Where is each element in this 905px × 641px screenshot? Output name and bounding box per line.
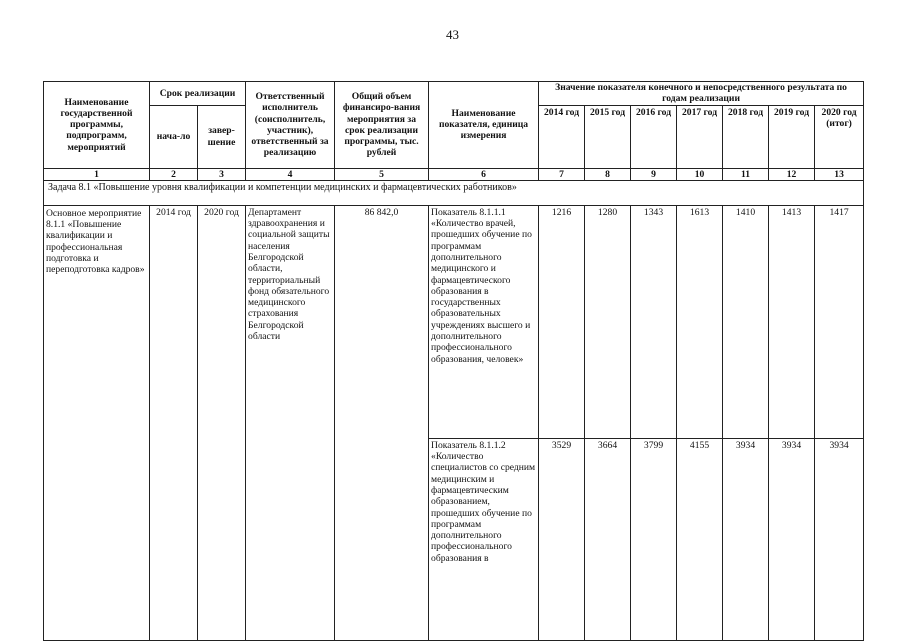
column-number: 13 <box>815 168 864 180</box>
indicator-value: 3529 <box>539 438 585 640</box>
header-year: 2020 год (итог) <box>815 105 864 168</box>
column-number: 8 <box>585 168 631 180</box>
activity-start: 2014 год <box>150 205 198 640</box>
indicator-value: 3934 <box>723 438 769 640</box>
program-table <box>43 81 864 641</box>
header-start: нача-ло <box>150 105 198 168</box>
header-year: 2014 год <box>539 105 585 168</box>
header-end: завер-шение <box>198 105 246 168</box>
indicator-value: 3934 <box>815 438 864 640</box>
column-number: 4 <box>246 168 335 180</box>
column-number: 7 <box>539 168 585 180</box>
indicator-value: 3799 <box>631 438 677 640</box>
column-number: 9 <box>631 168 677 180</box>
header-program-name: Наименование государственной программы, подпрограмм, мероприятий <box>44 82 150 169</box>
column-number: 12 <box>769 168 815 180</box>
indicator-value: 1613 <box>677 205 723 438</box>
activity-responsible: Департамент здравоохранения и социальной защиты населения Белгородской области, территориальный фонд обязательного медицинского страхования Белгородской области <box>246 205 335 640</box>
indicator-value: 4155 <box>677 438 723 640</box>
column-number: 10 <box>677 168 723 180</box>
column-number: 3 <box>198 168 246 180</box>
activity-end: 2020 год <box>198 205 246 640</box>
task-row <box>44 180 864 205</box>
header-values-group: Значение показателя конечного и непосредственного результата по годам реализации <box>539 82 864 106</box>
header-responsible: Ответственный исполнитель (соисполнитель, участник), ответственный за реализацию <box>246 82 335 169</box>
indicator-value: 1216 <box>539 205 585 438</box>
column-number: 2 <box>150 168 198 180</box>
header-term: Срок реализации <box>150 82 246 106</box>
column-number: 11 <box>723 168 769 180</box>
header-year: 2016 год <box>631 105 677 168</box>
indicator-value: 3664 <box>585 438 631 640</box>
indicator-value: 1413 <box>769 205 815 438</box>
header-row-1 <box>44 82 864 106</box>
column-number-row <box>44 168 864 180</box>
header-year: 2019 год <box>769 105 815 168</box>
activity-name: Основное мероприятие 8.1.1 «Повышение квалификации и профессиональная подготовка и переподготовка кадров» <box>44 205 150 640</box>
task-title: Задача 8.1 «Повышение уровня квалификации и компетенции медицинских и фармацевтических работников» <box>44 180 864 205</box>
column-number: 1 <box>44 168 150 180</box>
table-row <box>44 205 864 438</box>
indicator-value: 1417 <box>815 205 864 438</box>
indicator-name: Показатель 8.1.1.2 «Количество специалистов со средним медицинским и фармацевтическим образованием, прошедших обучение по программам дополнительного профессионального образования в <box>429 438 539 640</box>
indicator-value: 1343 <box>631 205 677 438</box>
page-number: 43 <box>446 27 459 42</box>
header-indicator-name: Наименование показателя, единица измерения <box>429 82 539 169</box>
column-number: 5 <box>335 168 429 180</box>
indicator-name: Показатель 8.1.1.1 «Количество врачей, прошедших обучение по программам дополнительного медицинского и фармацевтического образования в государственных образовательных учреждениях высшего и дополнительного профессионального образования, человек» <box>429 205 539 438</box>
indicator-value: 1410 <box>723 205 769 438</box>
header-year: 2018 год <box>723 105 769 168</box>
header-funding: Общий объем финансиро-вания мероприятия за срок реализации программы, тыс. рублей <box>335 82 429 169</box>
header-year: 2017 год <box>677 105 723 168</box>
column-number: 6 <box>429 168 539 180</box>
header-year: 2015 год <box>585 105 631 168</box>
activity-funding: 86 842,0 <box>335 205 429 640</box>
indicator-value: 1280 <box>585 205 631 438</box>
indicator-value: 3934 <box>769 438 815 640</box>
